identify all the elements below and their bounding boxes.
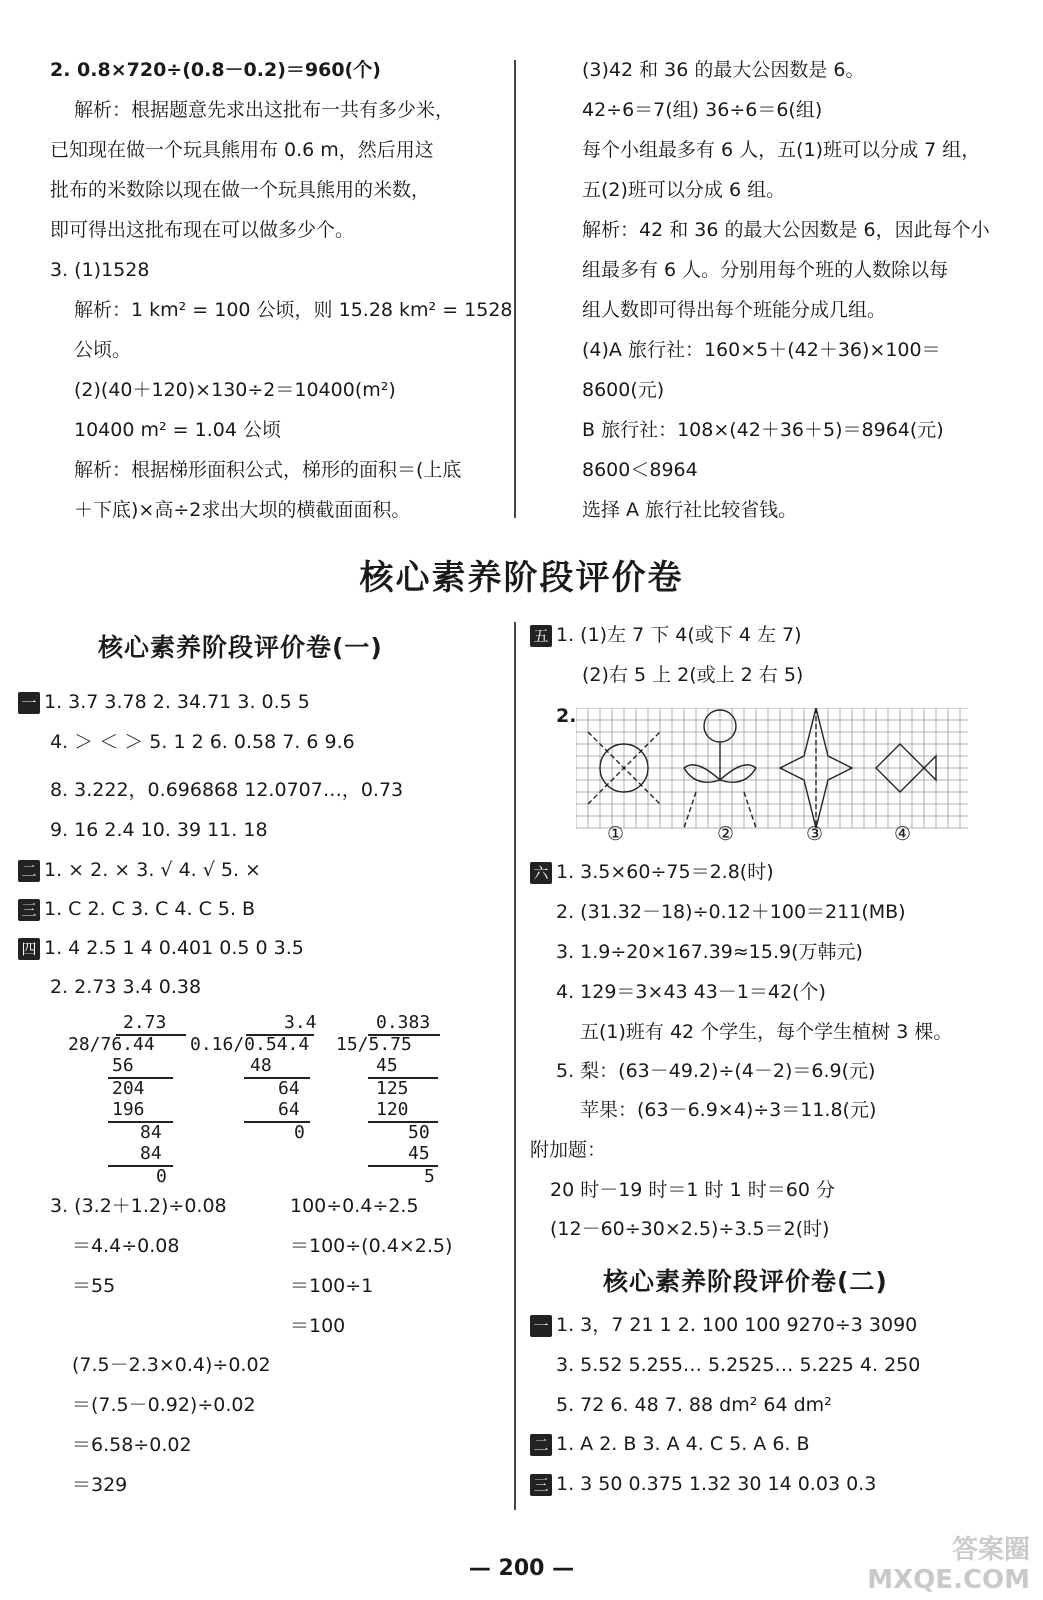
- answer-line: 苹果：(63－6.9×4)÷3＝11.8(元): [580, 1099, 877, 1121]
- answer-line: 9. 16 2.4 10. 39 11. 18: [50, 819, 268, 841]
- answer-line: (2)右 5 上 2(或上 2 右 5): [582, 664, 804, 686]
- answer-line: 三 1. 3 50 0.375 1.32 30 14 0.03 0.3: [530, 1470, 876, 1498]
- watermark: 答案圈 MXQE.COM: [867, 1535, 1030, 1595]
- answer-line: 批布的米数除以现在做一个玩具熊用的米数，: [50, 179, 431, 201]
- calc-line: 3. (3.2＋1.2)÷0.08: [50, 1195, 227, 1217]
- answer-line: 10400 m² = 1.04 公顷: [74, 419, 281, 441]
- calc-line: ＝55: [72, 1275, 116, 1297]
- calc-line: ＝329: [72, 1474, 128, 1496]
- answer-line: 2. 0.8×720÷(0.8－0.2)＝960(个): [50, 59, 381, 81]
- answer-line: (3)42 和 36 的最大公因数是 6。: [582, 59, 865, 81]
- section-badge-2: 二: [18, 860, 40, 882]
- grid-label-2: ②: [717, 823, 735, 845]
- answer-line: 2.: [556, 705, 577, 727]
- column-divider-bottom: [514, 622, 516, 1510]
- answer-line: 5. 72 6. 48 7. 88 dm² 64 dm²: [556, 1394, 832, 1416]
- answer-line: 四 1. 4 2.5 1 4 0.401 0.5 0 3.5: [18, 934, 304, 962]
- calc-line: ＝(7.5－0.92)÷0.02: [72, 1394, 256, 1416]
- section-badge-6: 六: [530, 862, 552, 884]
- answer-line: 3. (1)1528: [50, 259, 150, 281]
- answer-line: 解析：42 和 36 的最大公因数是 6，因此每个小: [582, 219, 990, 241]
- answer-line: 附加题：: [530, 1139, 607, 1161]
- calc-line: ＝4.4÷0.08: [72, 1235, 180, 1257]
- calc-line: ＝6.58÷0.02: [72, 1434, 192, 1456]
- answer-line: 42÷6＝7(组) 36÷6＝6(组): [582, 99, 823, 121]
- answer-line: 一 1. 3，7 21 1 2. 100 100 9270÷3 3090: [530, 1311, 917, 1339]
- answer-line: (12－60÷30×2.5)÷3.5＝2(时): [550, 1218, 830, 1240]
- calc-line: (7.5－2.3×0.4)÷0.02: [72, 1354, 271, 1376]
- answer-line: B 旅行社：108×(42＋36＋5)＝8964(元): [582, 419, 944, 441]
- column-divider-top: [514, 60, 516, 518]
- answer-line: 组人数即可得出每个班能分成几组。: [582, 299, 887, 321]
- answer-line: 已知现在做一个玩具熊用布 0.6 m，然后用这: [50, 139, 434, 161]
- calc-line: ＝100÷1: [290, 1275, 374, 1297]
- section-badge-3: 三: [18, 899, 40, 921]
- long-division-1: 2.73 28/76.44 56 204 196 84 84 0: [68, 1012, 188, 1187]
- calc-line: ＝100: [290, 1315, 346, 1337]
- answer-line: 五 1. (1)左 7 下 4(或下 4 左 7): [530, 621, 802, 649]
- calc-line: 100÷0.4÷2.5: [290, 1195, 419, 1217]
- page-number: — 200 —: [468, 1556, 575, 1581]
- answer-line: 20 时－19 时＝1 时 1 时＝60 分: [550, 1179, 835, 1201]
- answer-line: 六 1. 3.5×60÷75＝2.8(时): [530, 858, 774, 886]
- answer-line: 4. 129＝3×43 43－1＝42(个): [556, 981, 826, 1003]
- section-badge-1: 一: [18, 692, 40, 714]
- grid-label-1: ①: [607, 823, 625, 845]
- answer-line: 3. 5.52 5.255… 5.2525… 5.225 4. 250: [556, 1354, 921, 1376]
- answer-line: 组最多有 6 人。分别用每个班的人数除以每: [582, 259, 949, 281]
- answer-line: 二 1. × 2. × 3. √ 4. √ 5. ×: [18, 856, 261, 884]
- section-badge-3b: 三: [530, 1474, 552, 1496]
- answer-line: 2. 2.73 3.4 0.38: [50, 976, 202, 998]
- long-division-2: 3.4 0.16/0.54.4 48 64 64 0: [190, 1012, 317, 1143]
- answer-line: 五(2)班可以分成 6 组。: [582, 179, 786, 201]
- answer-line: 选择 A 旅行社比较省钱。: [582, 499, 798, 521]
- calc-line: ＝100÷(0.4×2.5): [290, 1235, 453, 1257]
- answer-line: 2. (31.32－18)÷0.12＋100＝211(MB): [556, 901, 906, 923]
- answer-line: 三 1. C 2. C 3. C 4. C 5. B: [18, 895, 255, 923]
- answer-line: 即可得出这批布现在可以做多少个。: [50, 219, 355, 241]
- answer-line: 五(1)班有 42 个学生，每个学生植树 3 棵。: [580, 1021, 953, 1043]
- main-title: 核心素养阶段评价卷: [359, 558, 684, 598]
- section-title-1: 核心素养阶段评价卷(一): [98, 633, 383, 662]
- answer-line: (4)A 旅行社：160×5＋(42＋36)×100＝: [582, 339, 941, 361]
- answer-line: 4. ＞ ＜ ＞ 5. 1 2 6. 0.58 7. 6 9.6: [50, 731, 355, 753]
- answer-line: 解析：根据题意先求出这批布一共有多少米，: [74, 99, 455, 121]
- section-badge-2b: 二: [530, 1434, 552, 1456]
- answer-line: 解析：根据梯形面积公式，梯形的面积＝(上底: [74, 459, 462, 481]
- answer-line: 二 1. A 2. B 3. A 4. C 5. A 6. B: [530, 1430, 810, 1458]
- answer-line: 3. 1.9÷20×167.39≈15.9(万韩元): [556, 941, 863, 963]
- answer-line: 每个小组最多有 6 人，五(1)班可以分成 7 组，: [582, 139, 981, 161]
- answer-line: 解析：1 km² = 100 公顷，则 15.28 km² = 1528: [74, 299, 513, 321]
- answer-line: 8600＜8964: [582, 459, 698, 481]
- section-badge-1b: 一: [530, 1315, 552, 1337]
- section-badge-4: 四: [18, 938, 40, 960]
- answer-line: 8600(元): [582, 379, 665, 401]
- grid-label-4: ④: [894, 823, 912, 845]
- answer-line: 一 1. 3.7 3.78 2. 34.71 3. 0.5 5: [18, 688, 310, 716]
- answer-line: 8. 3.222，0.696868 12.0707…，0.73: [50, 779, 404, 801]
- answer-line: 5. 梨：(63－49.2)÷(4－2)＝6.9(元): [556, 1060, 876, 1082]
- grid-label-3: ③: [806, 823, 824, 845]
- section-title-2: 核心素养阶段评价卷(二): [603, 1267, 888, 1296]
- section-badge-5: 五: [530, 625, 552, 647]
- long-division-3: 0.383 15/5.75 45 125 120 50 45 5: [336, 1012, 446, 1187]
- answer-line: 公顷。: [74, 339, 132, 361]
- answer-line: (2)(40＋120)×130÷2＝10400(m²): [74, 379, 396, 401]
- answer-line: ＋下底)×高÷2求出大坝的横截面面积。: [74, 499, 411, 521]
